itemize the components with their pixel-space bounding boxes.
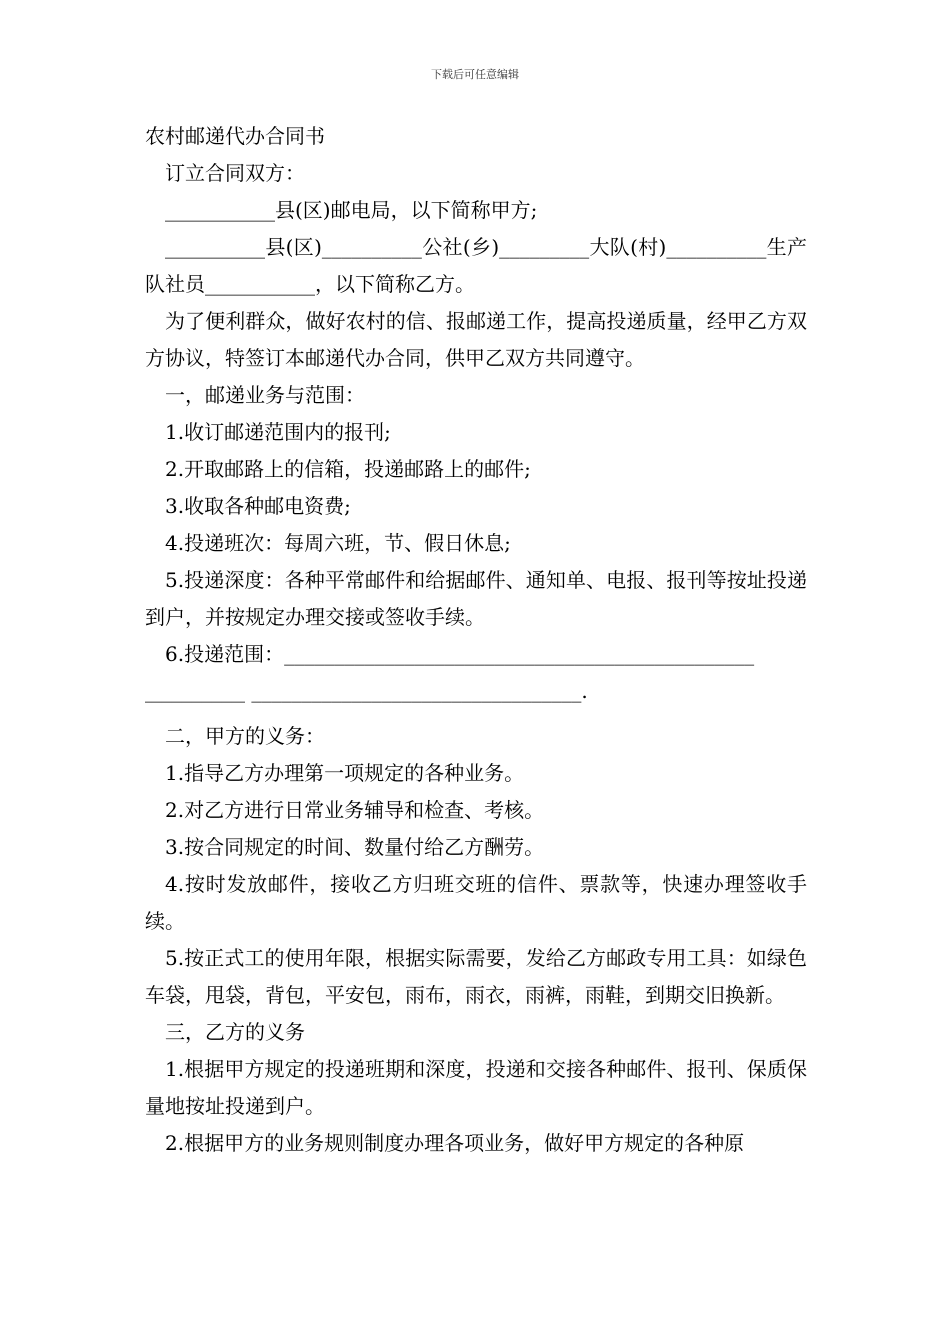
scope-item-3: 3.收取各种邮电资费; (165, 494, 351, 518)
paragraph-parties-intro: 订立合同双方： (165, 161, 305, 185)
paragraph-party-b: __________县(区)__________公社(乡)_________大队(村)__________生产队社员___________，以下简称乙方。 (145, 235, 807, 296)
header-note: 下载后可任意编辑 (431, 68, 519, 81)
section-heading-scope: 一，邮递业务与范围： (165, 383, 365, 407)
party-a-duty-1: 1.指导乙方办理第一项规定的各种业务。 (165, 761, 525, 785)
party-a-duty-4: 4.按时发放邮件，接收乙方归班交班的信件、票款等，快速办理签收手续。 (145, 872, 807, 933)
contract-body (145, 118, 807, 1162)
scope-item-2: 2.开取邮路上的信箱，投递邮路上的邮件; (165, 457, 531, 481)
scope-item-6-continued: __________ _________________________________. (145, 679, 588, 703)
scope-item-5: 5.投递深度：各种平常邮件和给据邮件、通知单、电报、报刊等按址投递到户，并按规定办理交接或签收手续。 (145, 568, 807, 629)
party-a-duty-5: 5.按正式工的使用年限，根据实际需要，发给乙方邮政专用工具：如绿色车袋，甩袋，背包，平安包，雨布，雨衣，雨裤，雨鞋，到期交旧换新。 (145, 946, 807, 1007)
contract-title: 农村邮递代办合同书 (145, 124, 325, 148)
party-a-duty-3: 3.按合同规定的时间、数量付给乙方酬劳。 (165, 835, 545, 859)
party-b-duty-2: 2.根据甲方的业务规则制度办理各项业务，做好甲方规定的各种原 (165, 1131, 745, 1155)
scope-item-1: 1.收订邮递范围内的报刊; (165, 420, 391, 444)
scope-item-4: 4.投递班次：每周六班，节、假日休息; (165, 531, 511, 555)
section-heading-party-a-duties: 二，甲方的义务： (165, 724, 325, 748)
scope-item-6: 6.投递范围：_______________________________________________ (165, 642, 755, 666)
paragraph-party-a: ___________县(区)邮电局，以下简称甲方; (165, 198, 538, 222)
party-b-duty-1: 1.根据甲方规定的投递班期和深度，投递和交接各种邮件、报刊、保质保量地按址投递到户。 (145, 1057, 807, 1118)
spacer (145, 710, 807, 718)
section-heading-party-b-duties: 三，乙方的义务 (165, 1020, 305, 1044)
party-a-duty-2: 2.对乙方进行日常业务辅导和检查、考核。 (165, 798, 545, 822)
paragraph-purpose: 为了便利群众，做好农村的信、报邮递工作，提高投递质量，经甲乙方双方协议，特签订本邮递代办合同，供甲乙双方共同遵守。 (145, 309, 807, 370)
